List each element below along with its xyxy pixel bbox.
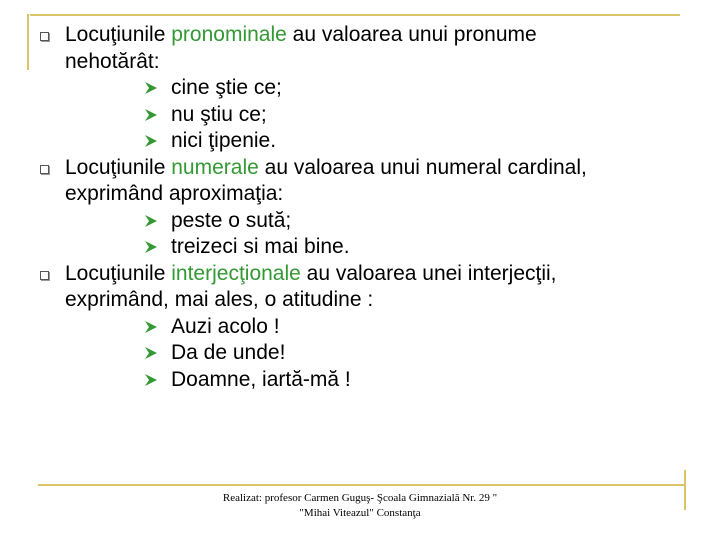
item-highlight: interjecţionale [171,261,301,285]
example-item [36,340,696,367]
example-item [36,234,696,261]
example-text: peste o sută; [171,208,292,232]
example-text: Auzi acolo ! [171,314,280,338]
example-text: cine ştie ce; [171,76,282,99]
bullet-line-1 [65,155,696,182]
example-text: treizeci si mai bine. [171,235,350,258]
left-rule [27,14,29,70]
item-prefix: Locuţiunile [65,261,172,285]
bullet-line-2: exprimând, mai ales, o atitudine : [65,288,374,311]
example-text: Da de unde! [171,341,286,364]
bullet-line-1 [65,261,696,288]
example-item [36,102,696,129]
bullet-item-interjectionale [36,261,696,314]
arrowhead-bullet-icon [144,214,158,228]
footer-line-1: Realizat: profesor Carmen Guguş- Şcoala Gimnazială Nr. 29 " [222,492,498,504]
item-highlight: numerale [171,155,259,179]
item-line1-rest: au valoarea unui numeral cardinal, [258,155,587,179]
example-text: nici ţipenie. [171,129,277,152]
slide-content [36,22,696,393]
example-item [36,314,696,341]
bullet-line-2: exprimând aproximaţia: [65,182,284,205]
bottom-rule [38,484,684,486]
item-line1-rest: au valoarea unei interjecţii, [300,261,557,285]
top-rule [30,14,680,16]
bullet-item-pronominale [36,22,696,75]
example-item [36,128,696,155]
item-line1-rest: au valoarea unui pronume [286,23,537,46]
square-bullet-icon [40,165,49,174]
arrowhead-bullet-icon [144,81,158,95]
right-rule [684,470,686,510]
example-text: nu ştiu ce; [171,102,267,126]
square-bullet-icon [40,32,49,41]
example-item [36,208,696,235]
arrowhead-bullet-icon [144,346,158,360]
bullet-item-numerale [36,155,696,208]
square-bullet-icon [40,271,49,280]
example-text: Doamne, iartă-mă ! [171,367,351,391]
arrowhead-bullet-icon [144,320,158,334]
example-item [36,75,696,102]
example-item [36,367,696,394]
bullet-line-2: nehotărât: [65,49,160,73]
item-highlight: pronominale [171,23,287,46]
item-prefix: Locuţiunile [65,155,172,179]
arrowhead-bullet-icon [144,240,158,254]
footer-line-2: "Mihai Viteazul" Constanţa [299,507,421,519]
arrowhead-bullet-icon [144,134,158,148]
bullet-line-1 [65,22,696,49]
item-prefix: Locuţiunile [65,23,172,46]
arrowhead-bullet-icon [144,108,158,122]
arrowhead-bullet-icon [144,373,158,387]
footer-credit [190,491,530,521]
